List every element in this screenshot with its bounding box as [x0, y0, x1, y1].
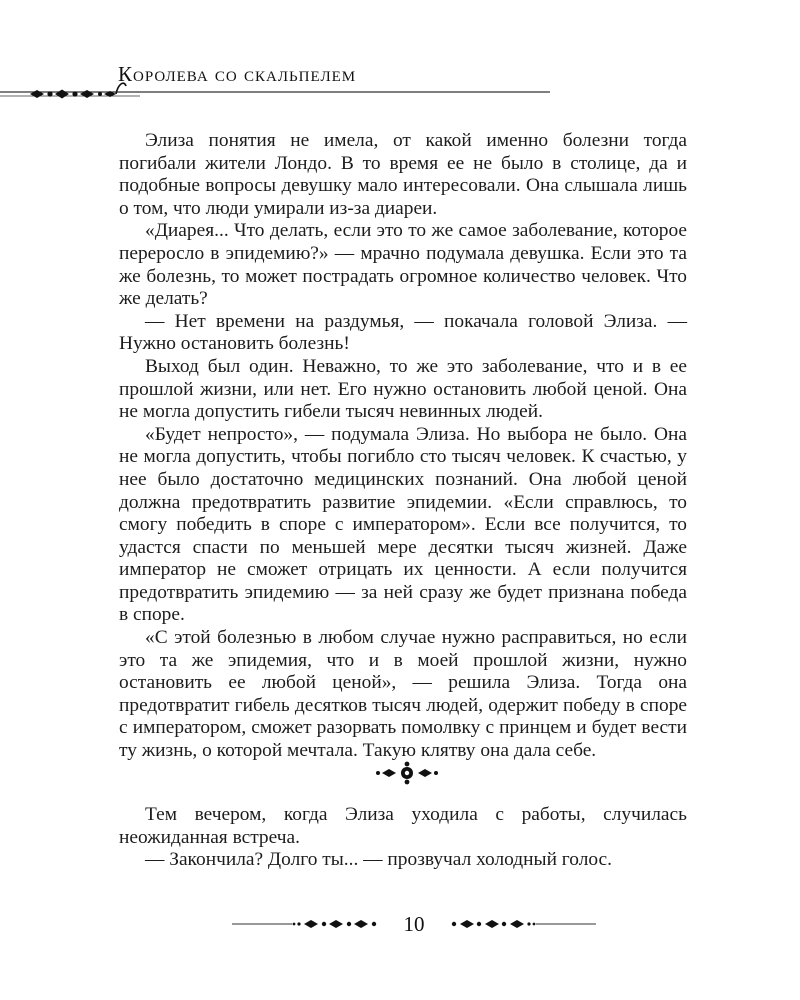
- book-title: Королева со скальпелем: [118, 62, 357, 86]
- paragraph: Выход был один. Неважно, то же это заболевание, что и в ее прошлой жизни, или нет. Его нужно остановить любой ценой. Она не могла допустить гибели тысяч невинных людей.: [119, 355, 687, 423]
- fleuron-icon: [372, 760, 442, 786]
- flourish-divider-icon: [0, 82, 560, 108]
- paragraph: «Диарея... Что делать, если это то же самое заболевание, которое переросло в эпидемию?» — мрачно подумала девушка. Если это та же болезнь, то может пострадать огромное количество человек. Что же делать?: [119, 220, 687, 310]
- paragraph: — Закончила? Долго ты... — прозвучал холодный голос.: [145, 849, 613, 871]
- page-number: 10: [403, 912, 425, 936]
- paragraph: Элиза понятия не имела, от какой именно болезни тогда погибали жители Лондо. В то время ее не было в столице, да и подобные вопросы девушку мало интересовали. Она слышала лишь о том, что люди умирали из-за диареи.: [119, 130, 687, 219]
- paragraph: — Нет времени на раздумья, — покачала головой Элиза. — Нужно остановить болезнь!: [119, 310, 687, 355]
- dotted-flourish-icon: [232, 910, 382, 938]
- main-text: [119, 130, 687, 763]
- paragraph: «Будет непросто», — подумала Элиза. Но выбора не было. Она не могла допустить, чтобы погибло сто тысяч человек. К счастью, у нее было достаточно медицинских познаний. Она любой ценой должна предотвратить развитие эпидемии. «Если справлюсь, то смогу победить в споре с императором». Если все получится, то удастся спасти по меньшей мере десятки тысяч жизней. Даже император не сможет отрицать их ценности. А если получится предотвратить эпидемию — за ней сразу же будет признана победа в споре.: [119, 423, 687, 626]
- paragraph: Тем вечером, когда Элиза уходила с работы, случилась неожиданная встреча.: [119, 804, 687, 848]
- paragraph: «С этой болезнью в любом случае нужно расправиться, но если это та же эпидемия, что и в моей прошлой жизни, нужно остановить ее любой ценой», — решила Элиза. Тогда она предотвратит гибель десятков тысяч людей, одержит победу в споре с императором, сможет разорвать помолвку с принцем и будет вести ту жизнь, о которой мечтала. Такую клятву она дала себе.: [119, 627, 687, 762]
- running-header: [0, 0, 800, 110]
- dotted-flourish-icon: [446, 910, 596, 938]
- continuation-text: [119, 804, 687, 872]
